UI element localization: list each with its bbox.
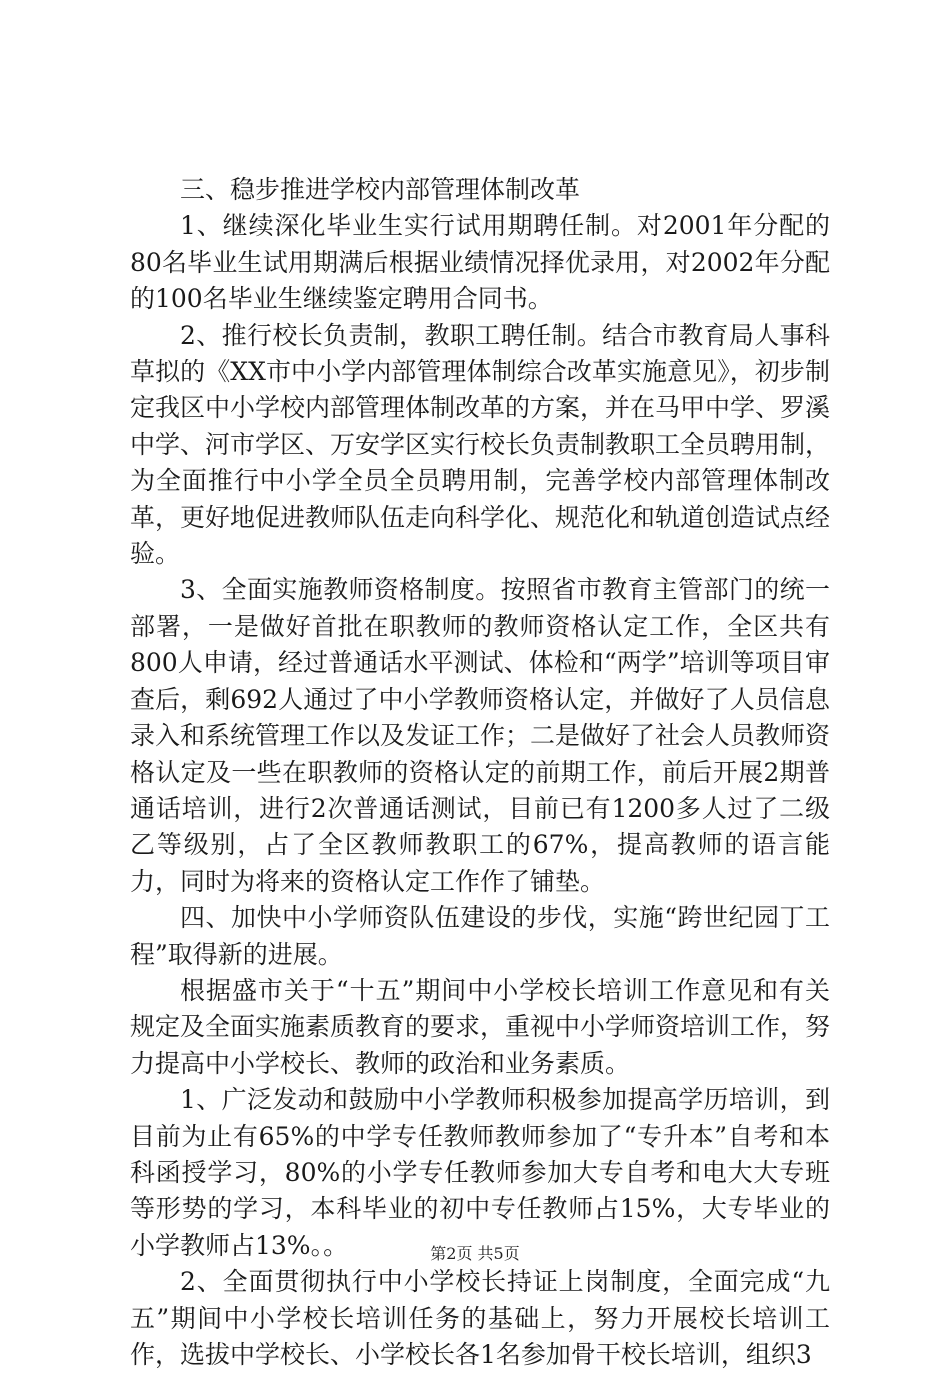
paragraph: 2、全面贯彻执行中小学校长持证上岗制度，全面完成“九五”期间中小学校长培训任务的基础上，努力开展校长培训工作，选拔中学校长、小学校长各1名参加骨干校长培训，组织3 (130, 1267, 830, 1369)
document-body (130, 172, 830, 1373)
page-footer: 第2页 共5页 (430, 1244, 520, 1263)
paragraph: 3、全面实施教师资格制度。按照省市教育主管部门的统一部署，一是做好首批在职教师的教师资格认定工作，全区共有800人申请，经过普通话水平测试、体检和“两学”培训等项目审查后，剩692人通过了中小学教师资格认定，并做好了人员信息录入和系统管理工作以及发证工作；二是做好了社会人员教师资格认定及一些在职教师的资格认定的前期工作，前后开展2期普通话培训，进行2次普通话测试，目前已有1200多人过了二级乙等级别，占了全区教师教职工的67%，提高教师的语言能力，同时为将来的资格认定工作作了铺垫。 (130, 575, 831, 896)
section-heading-4: 四、加快中小学师资队伍建设的步伐，实施“跨世纪园丁工程”取得新的进展。 (130, 903, 830, 969)
section-heading-3: 三、稳步推进学校内部管理体制改革 (180, 175, 581, 204)
paragraph: 根据盛市关于“十五”期间中小学校长培训工作意见和有关规定及全面实施素质教育的要求，重视中小学师资培训工作，努力提高中小学校长、教师的政治和业务素质。 (130, 975, 831, 1078)
paragraph: 1、广泛发动和鼓励中小学教师积极参加提高学历培训，到目前为止有65%的中学专任教师教师参加了“专升本”自考和本科函授学习，80%的小学专任教师参加大专自考和电大大专班等形势的学习，本科毕业的初中专任教师占15%，大专毕业的小学教师占13%。。 (130, 1085, 830, 1260)
paragraph: 1、继续深化毕业生实行试用期聘任制。对2001年分配的80名毕业生试用期满后根据业绩情况择优录用，对2002年分配的100名毕业生继续鉴定聘用合同书。 (130, 211, 830, 314)
paragraph: 2、推行校长负责制，教职工聘任制。结合市教育局人事科草拟的《XX市中小学内部管理体制综合改革实施意见》，初步制定我区中小学校内部管理体制改革的方案，并在马甲中学、罗溪中学、河市学区、万安学区实行校长负责制教职工全员聘用制，为全面推行中小学全员全员聘用制，完善学校内部管理体制改革，更好地促进教师队伍走向科学化、规范化和轨道创造试点经验。 (130, 320, 831, 569)
